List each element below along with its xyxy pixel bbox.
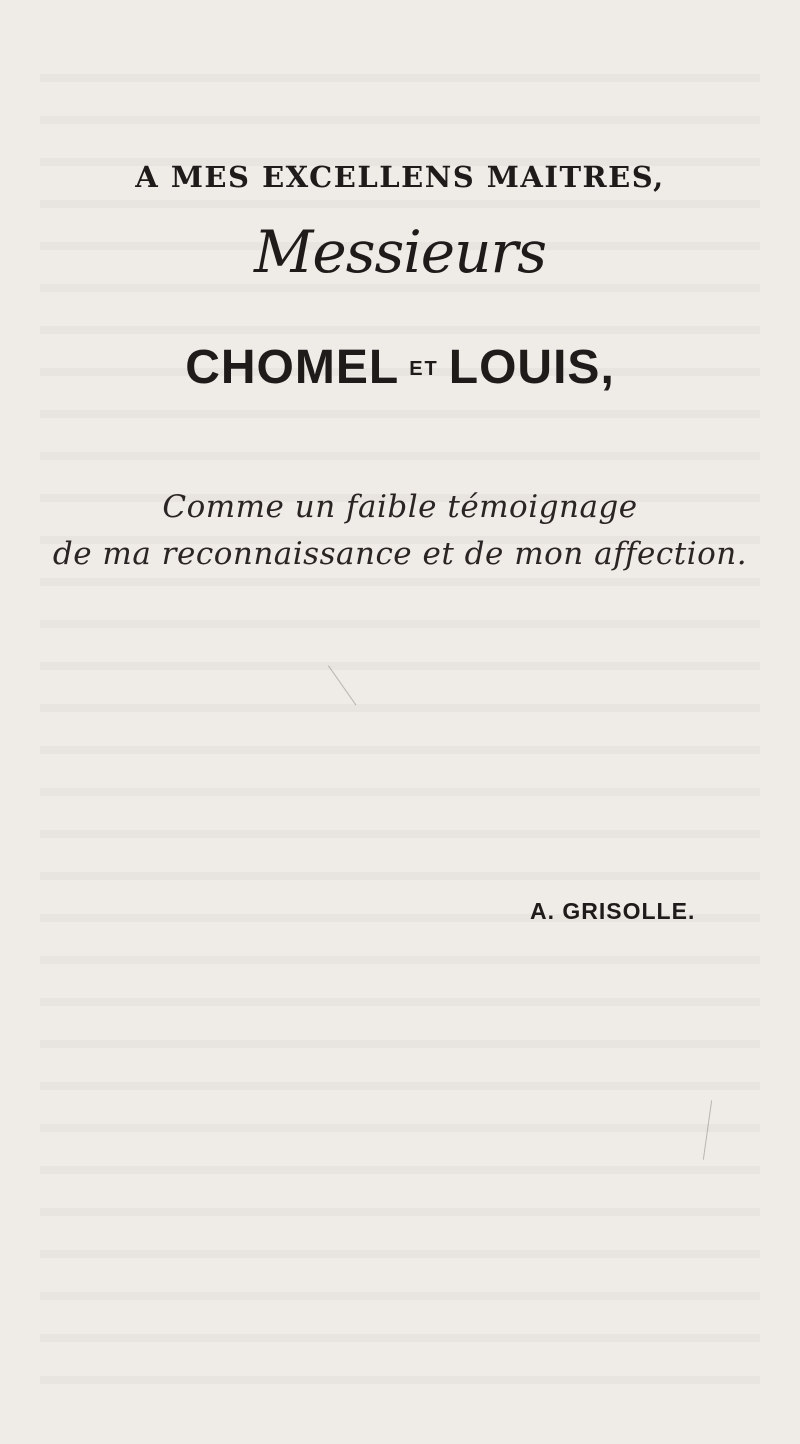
dedication-line-2: de ma reconnaissance et de mon affection. — [52, 536, 748, 572]
dedication-heading: A MES EXCELLENS MAITRES, — [135, 160, 665, 194]
conjunction: ET — [409, 358, 439, 380]
name-chomel: CHOMEL — [185, 341, 400, 394]
dedication-line-1: Comme un faible témoignage — [162, 489, 638, 525]
honorific: Messieurs — [254, 218, 546, 286]
dedicatees — [0, 340, 800, 395]
name-louis: LOUIS, — [448, 341, 615, 394]
author-signature: A. GRISOLLE. — [530, 898, 696, 924]
